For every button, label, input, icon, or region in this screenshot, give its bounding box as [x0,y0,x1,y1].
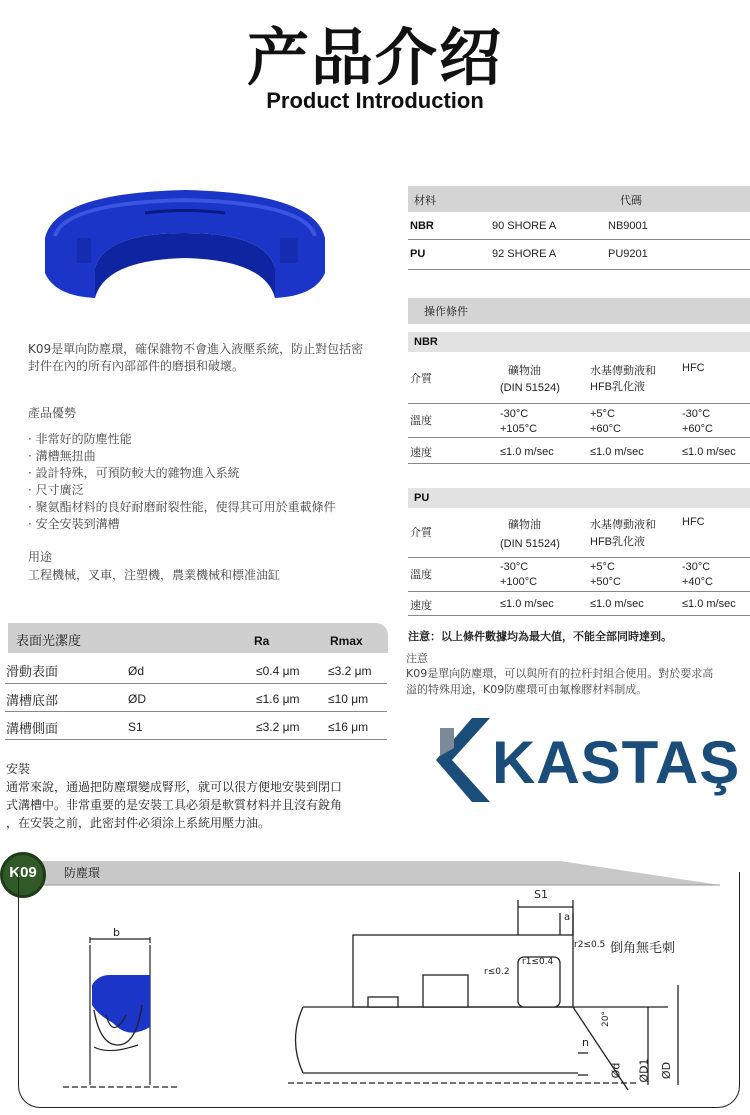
advantage-text: 尺寸廣泛 [35,483,84,497]
medium-label: 介質 [410,527,432,539]
medium-cell: 水基傳動液和 [590,365,656,377]
advantage-item: · 聚氨酯材料的良好耐磨耐裂性能，使得其可用於重載條件 [28,500,336,514]
material-cell: NBR [410,220,434,232]
kastas-logo-mark [436,718,490,802]
medium-cell: 礦物油 [508,365,541,377]
temp-cell: +5°C [590,408,615,420]
surface-title: 表面光潔度 [16,634,82,649]
medium-cell: 水基傳動液和 [590,519,656,531]
speed-cell: ≤1.0 m/sec [590,598,644,610]
medium-cell: (DIN 51524) [500,382,560,394]
medium-cell: HFC [682,516,705,528]
advantage-text: 設計特殊，可預防較大的雜物進入系統 [35,466,240,480]
advantage-item: · 尺寸廣泛 [28,483,84,497]
intro-line-2: 封件在內的所有內部部件的磨損和破壞。 [28,359,245,373]
dim-angle: 20° [600,1011,611,1027]
temp-cell: +105°C [500,423,538,435]
surface-symbol: S1 [128,720,143,734]
medium-cell: 礦物油 [508,519,541,531]
install-line-2: 式溝槽中。非常重要的是安裝工具必須是軟質材料并且沒有銳角 [6,798,343,812]
temp-cell: +60°C [682,423,714,435]
install-line-1: 通常來說，通過把防塵環變成腎形，就可以很方便地安裝到閉口 [6,780,343,794]
usage-text: 工程機械，叉車，注塑機，農業機械和標准油缸 [28,568,281,582]
advantage-text: 安全安裝到溝槽 [35,517,120,531]
note-text-2: 溢的特殊用途，K09防塵環可由氟橡膠材料制成。 [406,683,648,696]
technical-drawing [18,895,740,1110]
usage-title: 用途 [28,550,53,564]
medium-label: 介質 [410,373,432,385]
medium-cell: HFC [682,362,705,374]
table-row [408,240,750,270]
medium-cell: (DIN 51524) [500,538,560,550]
advantage-item: · 設計特殊，可預防較大的雜物進入系統 [28,466,240,480]
speed-label: 速度 [410,600,432,612]
install-title: 安裝 [6,762,31,776]
k09-label: 防塵環 [64,866,101,880]
dim-od1: ØD1 [637,1058,651,1083]
dim-oD: ØD [660,1061,674,1080]
surface-ra: ≤3.2 μm [256,720,300,734]
dim-s1: S1 [534,888,548,901]
advantages-title: 產品優勢 [28,406,77,420]
note-title: 注意 [406,652,428,665]
k09-badge-text: K09 [9,864,37,881]
surface-rmax: ≤3.2 μm [328,664,372,678]
pu-bar [408,488,750,508]
temp-cell: +50°C [590,576,622,588]
temp-label: 溫度 [410,569,432,581]
temp-cell: -30°C [500,561,529,573]
dim-od: Ød [609,1062,623,1079]
col-rmax: Rmax [330,634,363,648]
dim-a: a [564,912,571,923]
surface-rmax: ≤10 μm [328,692,369,706]
advantage-text: 非常好的防塵性能 [35,432,132,446]
surface-name: 溝槽側面 [6,722,59,737]
speed-cell: ≤1.0 m/sec [590,446,644,458]
temp-cell: +100°C [500,576,538,588]
code-cell: NB9001 [608,220,648,232]
col-code: 代碼 [620,195,642,207]
dim-r05: r2≤0.5 [574,940,606,950]
code-cell: PU9201 [608,248,648,260]
temp-cell: -30°C [500,408,529,420]
speed-cell: ≤1.0 m/sec [682,598,736,610]
install-line-3: ，在安裝之前，此密封件必須涂上系統用壓力油。 [6,816,271,830]
hardness-cell: 92 SHORE A [492,248,557,260]
temp-cell: +5°C [590,561,615,573]
surface-name: 溝槽底部 [6,694,59,709]
advantage-text: 溝槽無扭曲 [35,449,96,463]
advantage-text: 聚氨酯材料的良好耐磨耐裂性能，使得其可用於重載條件 [35,500,336,514]
temp-cell: -30°C [682,561,711,573]
seal-product-image [35,178,335,308]
nbr-label: NBR [414,336,438,348]
surface-symbol: ØD [128,692,146,706]
dim-n: n [582,1036,589,1049]
temp-cell: +60°C [590,423,622,435]
page-subtitle: Product Introduction [266,88,484,113]
operating-title: 操作條件 [424,306,468,318]
medium-cell: HFB乳化液 [590,536,645,548]
pu-label: PU [414,492,430,504]
surface-rmax: ≤16 μm [328,720,369,734]
dim-r04: r1≤0.4 [522,957,554,967]
temp-cell: +40°C [682,576,714,588]
dim-b: b [113,926,120,939]
advantage-item: · 溝槽無扭曲 [28,449,96,463]
chamfer-note: 倒角無毛刺 [610,941,676,956]
medium-cell: HFB乳化液 [590,381,645,393]
page-title: 产品介绍 [246,21,503,94]
surface-name: 滑動表面 [6,665,59,680]
note-text-1: K09是單向防塵環，可以與所有的拉杆封組合使用。對於要求高 [406,667,714,680]
col-ra: Ra [254,634,270,648]
material-table-header [408,186,750,212]
dim-r02: r≤0.2 [484,967,510,977]
speed-cell: ≤1.0 m/sec [682,446,736,458]
speed-cell: ≤1.0 m/sec [500,446,554,458]
col-material: 材料 [414,195,436,207]
temp-cell: -30°C [682,408,711,420]
surface-ra: ≤1.6 μm [256,692,300,706]
speed-cell: ≤1.0 m/sec [500,598,554,610]
speed-label: 速度 [410,447,432,459]
kastas-logo-text: KASTAŞ [492,729,741,796]
advantage-item: · 安全安裝到溝槽 [28,517,120,531]
hardness-cell: 90 SHORE A [492,220,557,232]
surface-ra: ≤0.4 μm [256,664,300,678]
intro-line-1: K09是單向防塵環，確保雜物不會進入液壓系統，防止對包括密 [28,342,364,356]
temp-label: 溫度 [410,415,432,427]
advantage-item: · 非常好的防塵性能 [28,432,132,446]
surface-symbol: Ød [128,664,145,678]
table-row [408,352,750,404]
material-cell: PU [410,248,426,260]
nbr-bar [408,332,750,352]
table-row [408,212,750,240]
operating-note: 注意：以上條件數據均為最大值，不能全部同時達到。 [408,630,672,643]
